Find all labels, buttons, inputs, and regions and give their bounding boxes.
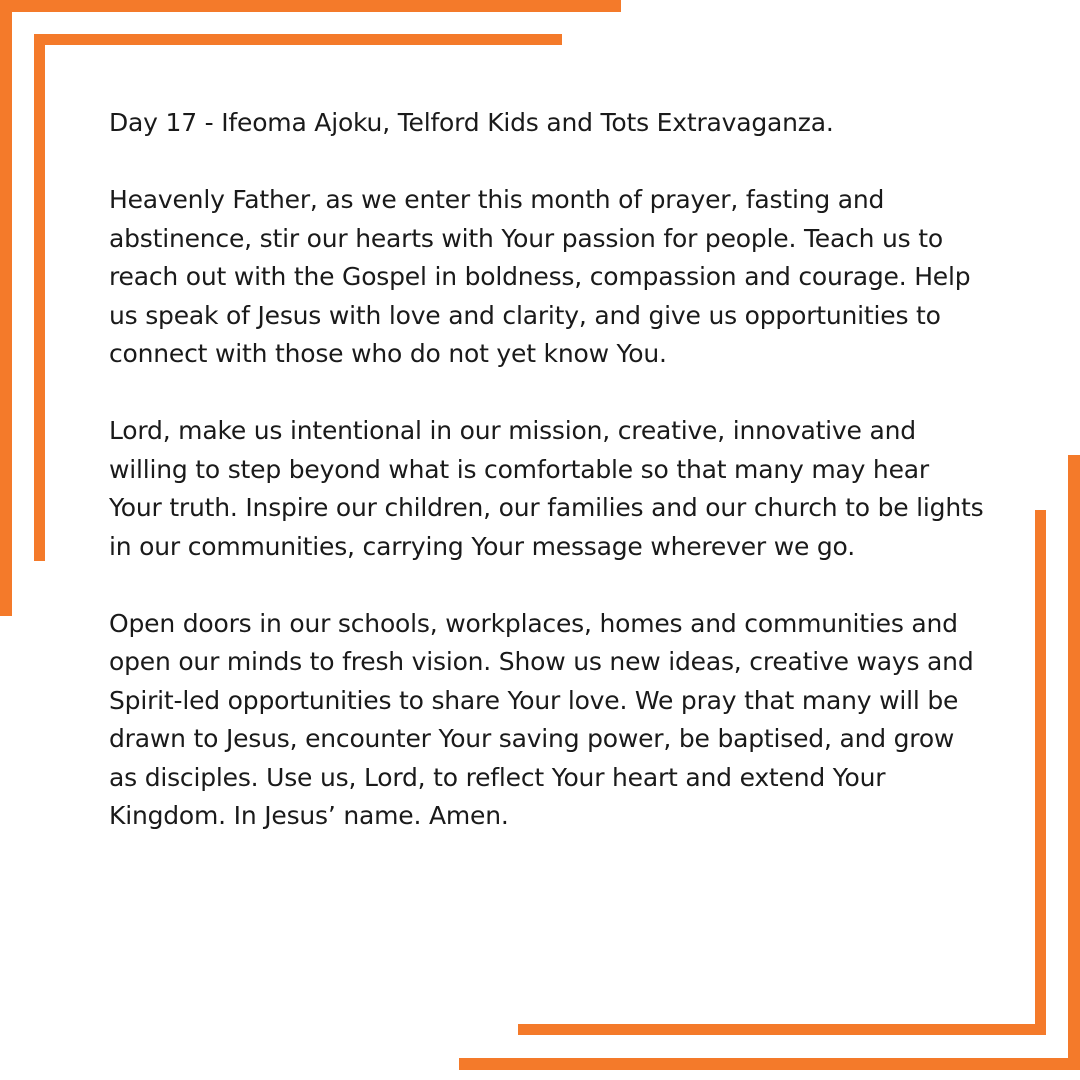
frame-top-left-outer-horizontal — [0, 0, 621, 12]
prayer-paragraph-2: Lord, make us intentional in our mission, creative, innovative and willing to step beyond what is comfortable so that many may hear Your truth. Inspire our children, our families and our church to be lights in our communities, carrying Your message wherever we go. — [109, 416, 984, 561]
frame-top-left-inner-vertical — [34, 34, 45, 561]
prayer-paragraph-3: Open doors in our schools, workplaces, homes and communities and open our minds to fresh vision. Show us new ideas, creative ways and Spirit-led opportunities to share Your love. We pray that many will be drawn to Jesus, encounter Your saving power, be baptised, and grow as disciples. Use us, Lord, to reflect Your heart and extend Your Kingdom. In Jesus’ name. Amen. — [109, 608, 974, 830]
frame-bottom-right-outer-vertical — [1068, 455, 1080, 1070]
frame-bottom-right-inner-vertical — [1035, 510, 1046, 1035]
prayer-paragraph-1: Heavenly Father, as we enter this month of prayer, fasting and abstinence, stir our hearts with Your passion for people. Teach us to reach out with the Gospel in boldness, compassion and courage. Help us speak of Jesus with love and clarity, and give us opportunities to connect with those who do not yet know You. — [109, 185, 971, 368]
prayer-text-block — [109, 104, 989, 836]
prayer-title: Day 17 - Ifeoma Ajoku, Telford Kids and Tots Extravaganza. — [109, 108, 834, 137]
frame-bottom-right-outer-horizontal — [459, 1058, 1080, 1070]
frame-bottom-right-inner-horizontal — [518, 1024, 1046, 1035]
frame-top-left-inner-horizontal — [34, 34, 562, 45]
frame-top-left-outer-vertical — [0, 0, 12, 616]
